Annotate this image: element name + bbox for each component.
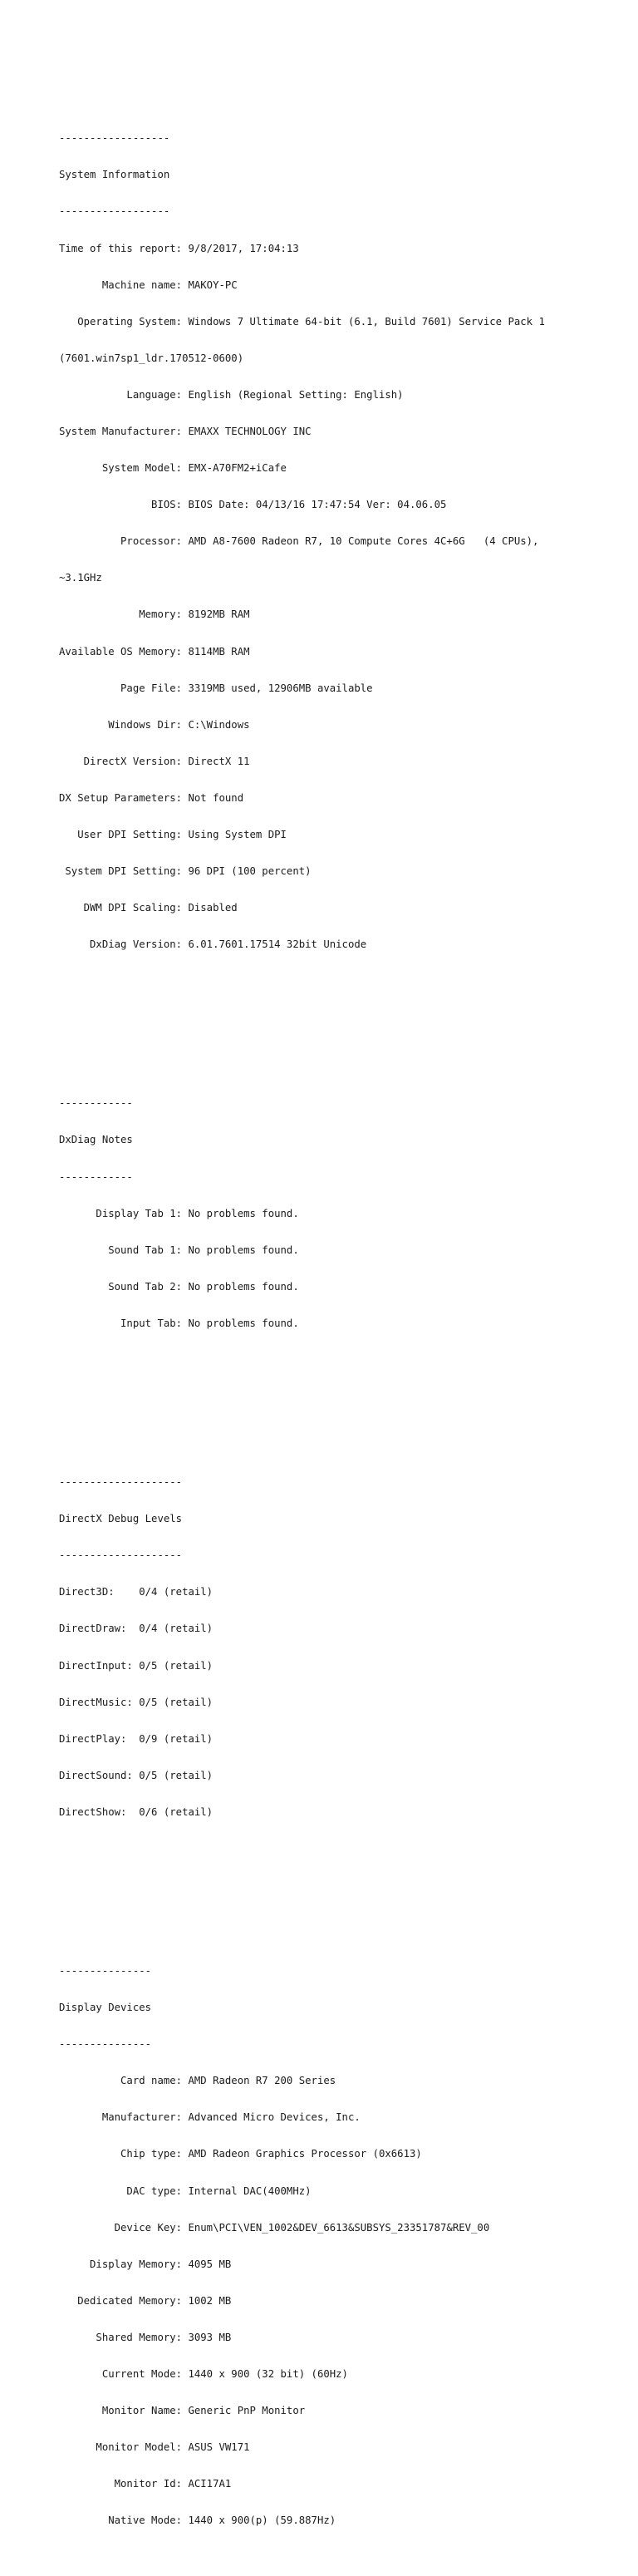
section-display-devices: [59, 1941, 624, 2552]
report-line: Monitor Model: ASUS VW171: [59, 2441, 250, 2454]
section-dxdiag-notes: [59, 1073, 624, 1354]
section-system-information: [59, 108, 624, 976]
blank-line: [59, 1012, 624, 1024]
section-title: DirectX Debug Levels: [59, 1513, 183, 1525]
section-rule: ------------------: [59, 132, 170, 145]
section-rule: ------------------: [59, 205, 170, 218]
report-line: Chip type: AMD Radeon Graphics Processor (0x6613): [59, 2148, 422, 2160]
section-title: Display Devices: [59, 2002, 152, 2014]
report-line: DX Setup Parameters: Not found: [59, 791, 244, 804]
section-rule: ---------------: [59, 2038, 152, 2051]
report-line: Language: English (Regional Setting: English): [59, 388, 404, 401]
report-line: BIOS: BIOS Date: 04/13/16 17:47:54 Ver: 04.06.05: [59, 499, 447, 511]
report-line: Native Mode: 1440 x 900(p) (59.887Hz): [59, 2514, 336, 2527]
section-rule: ------------: [59, 1097, 133, 1110]
report-line: Memory: 8192MB RAM: [59, 608, 250, 621]
blank-line: [59, 1879, 624, 1892]
report-line: Time of this report: 9/8/2017, 17:04:13: [59, 242, 299, 254]
report-line: Available OS Memory: 8114MB RAM: [59, 645, 250, 658]
section-rule: ------------: [59, 1170, 133, 1183]
report-line: Device Key: Enum\PCI\VEN_1002&DEV_6613&SUBSYS_23351787&REV_00: [59, 2221, 490, 2234]
report-line: DirectSound: 0/5 (retail): [59, 1769, 213, 1781]
report-line: DirectX Version: DirectX 11: [59, 755, 250, 767]
report-line: Machine name: MAKOY-PC: [59, 278, 238, 291]
section-rule: ---------------: [59, 1965, 152, 1978]
report-line: Display Memory: 4095 MB: [59, 2258, 232, 2270]
blank-line: [59, 1391, 624, 1403]
section-directx-debug-levels: [59, 1452, 624, 1843]
report-line: Current Mode: 1440 x 900 (32 bit) (60Hz): [59, 2368, 348, 2381]
report-line: System DPI Setting: 96 DPI (100 percent): [59, 865, 312, 878]
report-line: ~3.1GHz: [59, 572, 102, 584]
report-line: Page File: 3319MB used, 12906MB available: [59, 682, 373, 694]
report-line: DirectMusic: 0/5 (retail): [59, 1696, 213, 1708]
report-line: Sound Tab 2: No problems found.: [59, 1280, 299, 1293]
report-line: Operating System: Windows 7 Ultimate 64-bit (6.1, Build 7601) Service Pack 1: [59, 315, 545, 328]
dxdiag-report: [59, 59, 624, 2576]
report-line: Monitor Id: ACI17A1: [59, 2478, 232, 2490]
report-line: (7601.win7sp1_ldr.170512-0600): [59, 352, 244, 364]
report-line: DxDiag Version: 6.01.7601.17514 32bit Unicode: [59, 938, 367, 951]
section-title: System Information: [59, 169, 170, 181]
report-line: User DPI Setting: Using System DPI: [59, 829, 287, 840]
report-line: Direct3D: 0/4 (retail): [59, 1586, 213, 1598]
report-line: System Manufacturer: EMAXX TECHNOLOGY INC: [59, 425, 312, 437]
section-rule: --------------------: [59, 1549, 183, 1562]
report-line: Sound Tab 1: No problems found.: [59, 1244, 299, 1256]
report-line: Card name: AMD Radeon R7 200 Series: [59, 2075, 336, 2087]
report-line: Processor: AMD A8-7600 Radeon R7, 10 Compute Cores 4C+6G (4 CPUs),: [59, 535, 539, 548]
report-line: DAC type: Internal DAC(400MHz): [59, 2184, 312, 2197]
report-line: System Model: EMX-A70FM2+iCafe: [59, 462, 287, 475]
report-line: DirectInput: 0/5 (retail): [59, 1659, 213, 1672]
section-title: DxDiag Notes: [59, 1134, 133, 1146]
report-line: DirectShow: 0/6 (retail): [59, 1805, 213, 1818]
report-line: Windows Dir: C:\Windows: [59, 718, 250, 731]
report-line: Monitor Name: Generic PnP Monitor: [59, 2405, 306, 2417]
report-line: DirectDraw: 0/4 (retail): [59, 1623, 213, 1635]
report-line: DirectPlay: 0/9 (retail): [59, 1732, 213, 1745]
report-line: DWM DPI Scaling: Disabled: [59, 902, 238, 914]
report-line: Manufacturer: Advanced Micro Devices, Inc.: [59, 2111, 361, 2124]
report-line: Display Tab 1: No problems found.: [59, 1207, 299, 1219]
report-line: Input Tab: No problems found.: [59, 1317, 299, 1329]
report-line: Dedicated Memory: 1002 MB: [59, 2294, 232, 2307]
report-line: Shared Memory: 3093 MB: [59, 2331, 232, 2343]
section-rule: --------------------: [59, 1476, 183, 1489]
